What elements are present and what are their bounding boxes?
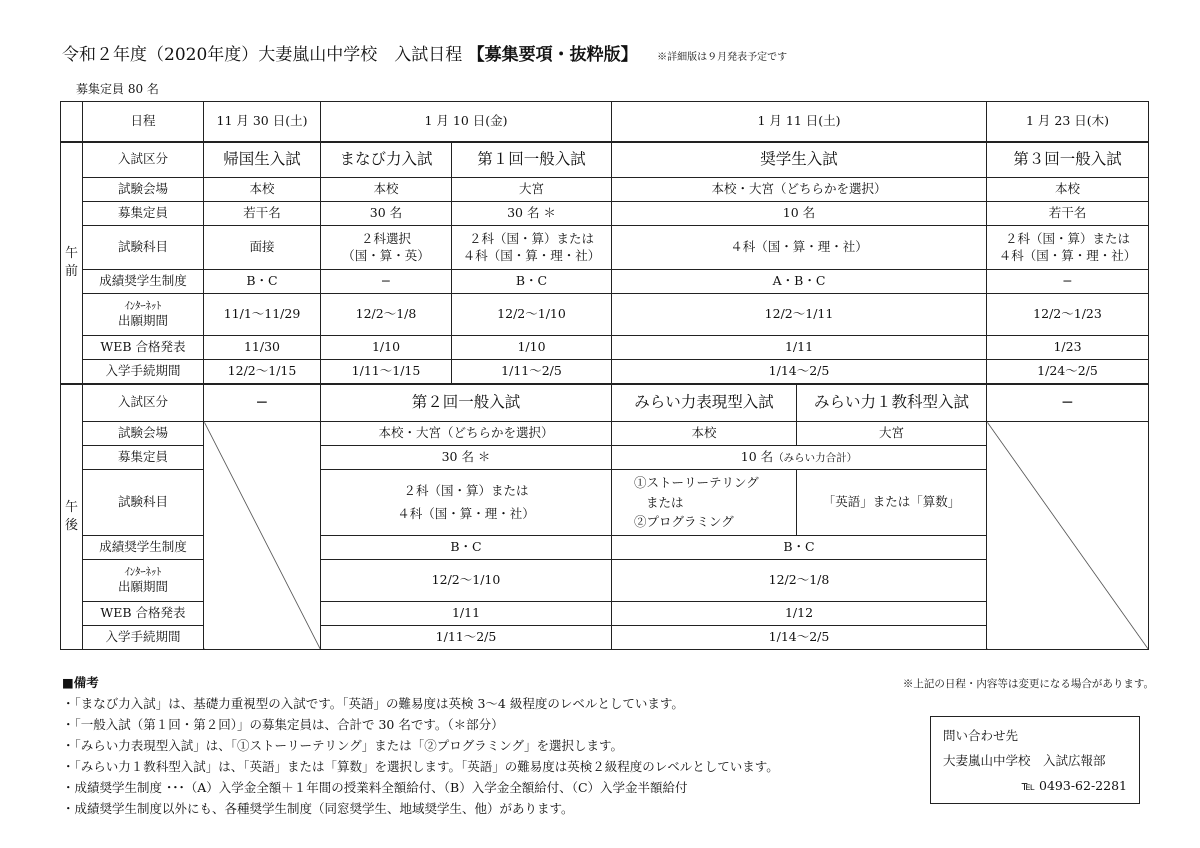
row-label-result: WEB 合格発表 bbox=[83, 336, 204, 360]
corner-cell bbox=[61, 102, 83, 142]
am-ippan3-subjects-line2: ４科（国・算・理・社） bbox=[998, 247, 1137, 263]
pm-mirai-1-type: みらい力１教科型入試 bbox=[797, 384, 987, 422]
am-ippan1-venue: 大宮 bbox=[452, 178, 612, 202]
date-nov30: 11 月 30 日(土) bbox=[204, 102, 321, 142]
pm-mirai-hyogen-subjects-line1: ①ストーリーテリング bbox=[634, 475, 759, 491]
pm-ippan2-scholarship: B・C bbox=[321, 536, 612, 560]
remark-item: ・成績奨学生制度以外にも、各種奨学生制度（同窓奨学生、地域奨学生、他）があります。 bbox=[62, 801, 574, 816]
am-ippan3-result: 1/23 bbox=[987, 336, 1149, 360]
row-label-scholarship: 成績奨学生制度 bbox=[83, 270, 204, 294]
am-ippan1-result: 1/10 bbox=[452, 336, 612, 360]
pm-mirai-hyogen-subjects-line3: ②プログラミング bbox=[634, 514, 734, 530]
am-shogaku-scholarship: A・B・C bbox=[612, 270, 987, 294]
am-shogaku-result: 1/11 bbox=[612, 336, 987, 360]
row-label-capacity-pm: 募集定員 bbox=[83, 446, 204, 470]
title-note: ※詳細版は９月発表予定です bbox=[657, 52, 788, 63]
am-label-text: 午 前 bbox=[64, 245, 78, 279]
am-ippan1-subjects-line1: ２科（国・算）または bbox=[468, 230, 594, 246]
row-label-application: 出願期間 bbox=[117, 313, 168, 329]
date-jan11: 1 月 11 日(土) bbox=[612, 102, 987, 142]
am-kikoku-capacity: 若干名 bbox=[204, 202, 321, 226]
am-shogaku-type: 奨学生入試 bbox=[612, 142, 987, 178]
am-manabi-subjects-line1: ２科選択 bbox=[360, 230, 411, 246]
am-ippan3-type: 第３回一般入試 bbox=[987, 142, 1149, 178]
remarks-heading: ■備考 bbox=[62, 675, 99, 690]
am-shogaku-period: 12/2〜1/11 bbox=[612, 294, 987, 336]
am-shogaku-enroll: 1/14〜2/5 bbox=[612, 360, 987, 384]
am-manabi-scholarship: − bbox=[321, 270, 452, 294]
am-ippan3-capacity: 若干名 bbox=[987, 202, 1149, 226]
am-ippan1-subjects-line2: ４科（国・算・理・社） bbox=[462, 247, 601, 263]
am-kikoku-subjects: 面接 bbox=[204, 226, 321, 270]
pm-mirai-hyogen-subjects bbox=[612, 470, 797, 536]
row-label-scholarship-pm: 成績奨学生制度 bbox=[83, 536, 204, 560]
am-manabi-period: 12/2〜1/8 bbox=[321, 294, 452, 336]
pm-mirai-1-venue: 大宮 bbox=[797, 422, 987, 446]
am-ippan1-capacity: 30 名 ＊ bbox=[452, 202, 612, 226]
am-ippan3-subjects-line1: ２科（国・算）または bbox=[1004, 230, 1130, 246]
contact-box bbox=[930, 716, 1140, 804]
row-label-subjects: 試験科目 bbox=[83, 226, 204, 270]
row-label-venue-pm: 試験会場 bbox=[83, 422, 204, 446]
pm-label-text: 午 後 bbox=[64, 500, 78, 533]
pm-mirai-1-subjects: 「英語」または「算数」 bbox=[797, 470, 987, 536]
row-label-capacity: 募集定員 bbox=[83, 202, 204, 226]
remark-item: ・「まなび力入試」は、基礎力重視型の入試です。「英語」の難易度は英検 3〜4 級程度のレベルとしています。 bbox=[62, 696, 684, 711]
row-label-venue: 試験会場 bbox=[83, 178, 204, 202]
remark-item: ・「一般入試（第１回・第２回）」の募集定員は、合計で 30 名です。（＊部分） bbox=[62, 717, 504, 732]
pm-mirai-scholarship: B・C bbox=[612, 536, 987, 560]
row-label-result-pm: WEB 合格発表 bbox=[83, 602, 204, 626]
contact-tel: ℡ 0493-62-2281 bbox=[1021, 778, 1127, 793]
pm-slash-4 bbox=[987, 422, 1149, 650]
pm-ippan2-type: 第２回一般入試 bbox=[321, 384, 612, 422]
am-kikoku-type: 帰国生入試 bbox=[204, 142, 321, 178]
am-label bbox=[61, 142, 83, 384]
row-label-enroll: 入学手続期間 bbox=[83, 360, 204, 384]
pm-mirai-capacity-value: 10 名 bbox=[740, 449, 774, 465]
am-ippan3-venue: 本校 bbox=[987, 178, 1149, 202]
date-jan10: 1 月 10 日(金) bbox=[321, 102, 612, 142]
am-ippan1-subjects bbox=[452, 226, 612, 270]
date-jan23: 1 月 23 日(木) bbox=[987, 102, 1149, 142]
pm-mirai-hyogen-venue: 本校 bbox=[612, 422, 797, 446]
pm-ippan2-result: 1/11 bbox=[321, 602, 612, 626]
remark-item: ・「みらい力表現型入試」は、「①ストーリーテリング」または「②プログラミング」を選択します。 bbox=[62, 738, 624, 753]
remarks bbox=[62, 672, 779, 819]
remark-item: ・成績奨学生制度 ･･･（A）入学金全額＋１年間の授業料全額給付、（B）入学金全額給付、（C）入学金半額給付 bbox=[62, 780, 688, 795]
pm-mirai-enroll: 1/14〜2/5 bbox=[612, 626, 987, 650]
pm-mirai-capacity-note: （みらい力合計） bbox=[773, 452, 858, 465]
total-quota: 募集定員 80 名 bbox=[76, 82, 159, 96]
pm-ippan2-period: 12/2〜1/10 bbox=[321, 560, 612, 602]
am-manabi-subjects-line2: （国・算・英） bbox=[342, 247, 430, 263]
am-kikoku-period: 11/1〜11/29 bbox=[204, 294, 321, 336]
am-shogaku-venue: 本校・大宮（どちらかを選択） bbox=[612, 178, 987, 202]
am-manabi-enroll: 1/11〜1/15 bbox=[321, 360, 452, 384]
am-manabi-result: 1/10 bbox=[321, 336, 452, 360]
pm-label bbox=[61, 384, 83, 650]
pm-mirai-hyogen-subjects-line2: または bbox=[646, 494, 684, 510]
pm-ippan2-subjects-line1: ２科（国・算）または bbox=[403, 483, 529, 498]
row-label-subjects-pm: 試験科目 bbox=[83, 470, 204, 536]
row-label-period bbox=[83, 294, 204, 336]
contact-office: 大妻嵐山中学校 入試広報部 bbox=[943, 753, 1106, 768]
page-title bbox=[62, 40, 787, 65]
am-shogaku-capacity: 10 名 bbox=[612, 202, 987, 226]
am-manabi-venue: 本校 bbox=[321, 178, 452, 202]
pm-mirai-hyogen-type: みらい力表現型入試 bbox=[612, 384, 797, 422]
pm-none-1: − bbox=[204, 384, 321, 422]
pm-none-4: − bbox=[987, 384, 1149, 422]
pm-ippan2-capacity: 30 名 ＊ bbox=[321, 446, 612, 470]
am-kikoku-enroll: 12/2〜1/15 bbox=[204, 360, 321, 384]
remark-item: ・「みらい力１教科型入試」は、「英語」または「算数」を選択します。「英語」の難易度は英検２級程度のレベルとしています。 bbox=[62, 759, 779, 774]
am-manabi-subjects bbox=[321, 226, 452, 270]
am-ippan3-subjects bbox=[987, 226, 1149, 270]
pm-ippan2-venue: 本校・大宮（どちらかを選択） bbox=[321, 422, 612, 446]
am-ippan3-enroll: 1/24〜2/5 bbox=[987, 360, 1149, 384]
pm-mirai-period: 12/2〜1/8 bbox=[612, 560, 987, 602]
schedule-table bbox=[60, 101, 1149, 650]
title-text: 令和２年度（2020年度）大妻嵐山中学校 入試日程 bbox=[62, 45, 463, 65]
change-note: ※上記の日程・内容等は変更になる場合があります。 bbox=[902, 678, 1154, 690]
am-ippan1-period: 12/2〜1/10 bbox=[452, 294, 612, 336]
row-label-internet: ｲﾝﾀｰﾈｯﾄ bbox=[124, 299, 162, 312]
am-ippan3-period: 12/2〜1/23 bbox=[987, 294, 1149, 336]
am-kikoku-scholarship: B・C bbox=[204, 270, 321, 294]
row-label-internet-pm: ｲﾝﾀｰﾈｯﾄ bbox=[124, 565, 162, 578]
title-bracket: 【募集要項・抜粋版】 bbox=[467, 45, 638, 65]
pm-slash-1 bbox=[204, 422, 321, 650]
am-kikoku-result: 11/30 bbox=[204, 336, 321, 360]
am-ippan1-scholarship: B・C bbox=[452, 270, 612, 294]
am-ippan1-type: 第１回一般入試 bbox=[452, 142, 612, 178]
pm-mirai-result: 1/12 bbox=[612, 602, 987, 626]
am-ippan3-scholarship: − bbox=[987, 270, 1149, 294]
am-ippan1-enroll: 1/11〜2/5 bbox=[452, 360, 612, 384]
pm-ippan2-subjects-line2: ４科（国・算・理・社） bbox=[397, 505, 535, 521]
pm-mirai-capacity bbox=[612, 446, 987, 470]
am-manabi-capacity: 30 名 bbox=[321, 202, 452, 226]
pm-ippan2-subjects bbox=[321, 470, 612, 536]
contact-heading: 問い合わせ先 bbox=[943, 728, 1019, 743]
row-label-type-pm: 入試区分 bbox=[83, 384, 204, 422]
row-label-enroll-pm: 入学手続期間 bbox=[83, 626, 204, 650]
am-manabi-type: まなび力入試 bbox=[321, 142, 452, 178]
am-shogaku-subjects: ４科（国・算・理・社） bbox=[612, 226, 987, 270]
am-kikoku-venue: 本校 bbox=[204, 178, 321, 202]
row-label-period-pm bbox=[83, 560, 204, 602]
row-label-application-pm: 出願期間 bbox=[117, 579, 168, 595]
schedule-label: 日程 bbox=[83, 102, 204, 142]
row-label-type: 入試区分 bbox=[83, 142, 204, 178]
pm-ippan2-enroll: 1/11〜2/5 bbox=[321, 626, 612, 650]
